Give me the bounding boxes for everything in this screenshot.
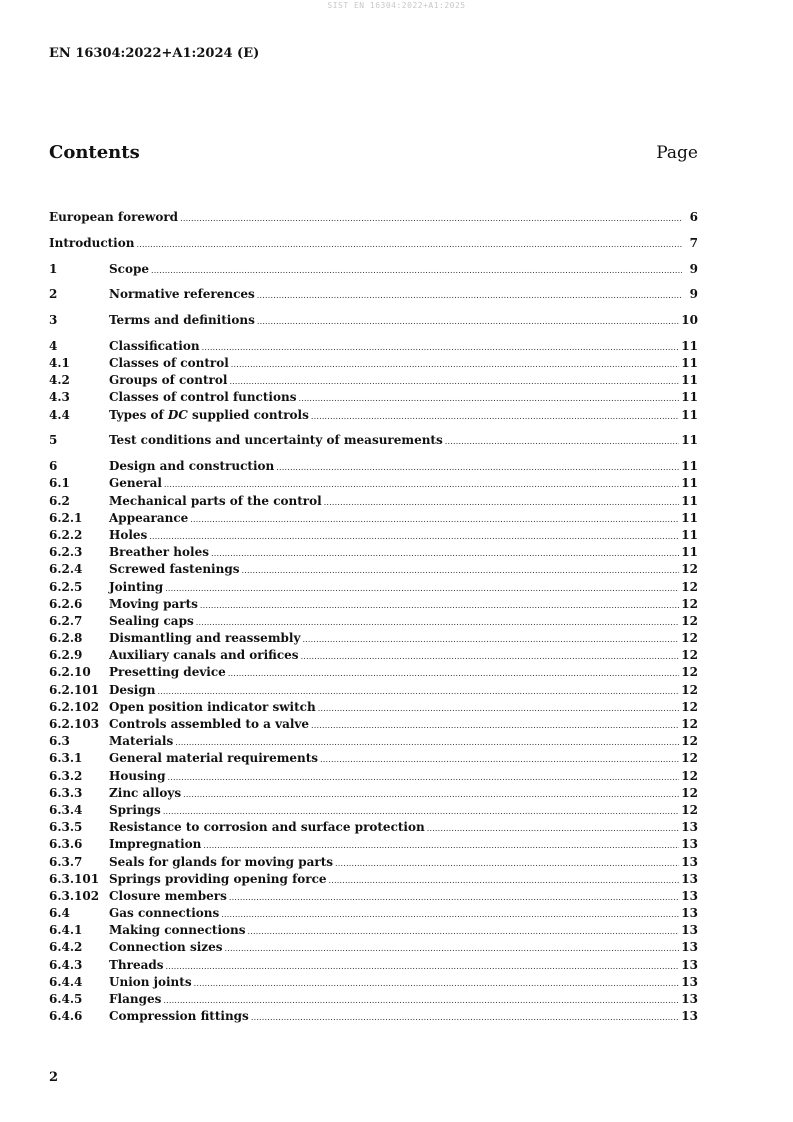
toc-entry-title: General material requirements — [109, 751, 319, 766]
toc-entry[interactable] — [49, 355, 698, 372]
toc-entry-page: 13 — [681, 992, 698, 1007]
toc-entry-number: 1 — [49, 261, 58, 276]
toc-entry[interactable] — [49, 458, 698, 475]
toc-entry-title: Design — [109, 682, 156, 697]
toc-entry-page: 13 — [681, 820, 698, 835]
toc-entry[interactable] — [49, 785, 698, 802]
toc-dot-leader — [324, 494, 680, 511]
toc-entry-number: 6.3.2 — [49, 768, 83, 783]
toc-entry-number: 6.3.4 — [49, 802, 83, 817]
toc-dot-leader — [329, 872, 680, 889]
toc-entry-page: 11 — [681, 545, 698, 560]
toc-entry-title-emphasis: DC — [167, 407, 188, 422]
toc-entry-number: 6.3.5 — [49, 820, 83, 835]
toc-entry-title — [109, 407, 309, 424]
toc-entry-title: European foreword — [49, 210, 179, 224]
toc-entry-number: 6.4.2 — [49, 940, 83, 955]
toc-dot-leader — [427, 820, 680, 837]
toc-entry-title: Sealing caps — [109, 613, 194, 628]
toc-entry[interactable] — [49, 510, 698, 527]
toc-dot-leader — [168, 769, 680, 786]
toc-dot-leader — [163, 803, 679, 820]
toc-entry-number: 3 — [49, 313, 58, 328]
toc-dot-leader — [248, 923, 680, 940]
toc-entry-page: 13 — [681, 906, 698, 921]
toc-entry-page: 12 — [681, 699, 698, 714]
toc-entry[interactable] — [49, 733, 698, 750]
toc-dot-leader — [202, 339, 680, 356]
toc-dot-leader — [229, 889, 679, 906]
toc-entry-title: General — [109, 476, 162, 491]
toc-entry-number: 6.4.4 — [49, 974, 83, 989]
toc-entry[interactable] — [49, 389, 698, 406]
toc-dot-leader — [251, 1009, 679, 1026]
toc-entry-title: Classes of control — [109, 356, 229, 371]
toc-entry-page: 13 — [681, 837, 698, 852]
toc-dot-leader — [276, 459, 679, 476]
page-number: 2 — [49, 1070, 59, 1085]
toc-dot-leader — [136, 236, 682, 253]
toc-entry-number: 6.2.103 — [49, 717, 100, 732]
toc-entry[interactable] — [49, 407, 698, 424]
toc-entry-title: Materials — [109, 734, 174, 749]
toc-entry-page: 12 — [681, 802, 698, 817]
toc-entry-number: 6.3.3 — [49, 785, 83, 800]
toc-entry-title: Auxiliary canals and orifices — [109, 648, 299, 663]
toc-entry-page: 13 — [681, 923, 698, 938]
toc-entry[interactable] — [49, 819, 698, 836]
toc-entry-title: Design and construction — [109, 459, 275, 474]
toc-entry-title: Normative references — [109, 287, 255, 302]
toc-entry-page: 11 — [681, 407, 698, 422]
toc-entry-page: 12 — [681, 596, 698, 611]
toc-dot-leader — [302, 631, 679, 648]
toc-dot-leader — [221, 906, 679, 923]
toc-entry[interactable] — [49, 630, 698, 647]
toc-entry-page: 12 — [681, 734, 698, 749]
toc-entry-title: Classes of control functions — [109, 390, 297, 405]
toc-entry-number: 6.2 — [49, 493, 70, 508]
toc-entry-title: Closure members — [109, 888, 227, 903]
toc-dot-leader — [183, 786, 679, 803]
toc-entry-number: 6.4.1 — [49, 923, 83, 938]
toc-entry[interactable] — [49, 527, 698, 544]
toc-dot-leader — [311, 717, 679, 734]
toc-entry-number: 6.2.2 — [49, 527, 83, 542]
toc-entry-page: 9 — [689, 287, 698, 302]
toc-entry[interactable] — [49, 854, 698, 871]
toc-entry[interactable] — [49, 699, 698, 716]
toc-entry-title: Breather holes — [109, 545, 209, 560]
toc-entry-title: Springs providing opening force — [109, 871, 327, 886]
toc-entry[interactable] — [49, 579, 698, 596]
toc-dot-leader — [257, 313, 679, 330]
toc-entry-title: Scope — [109, 261, 150, 276]
toc-entry-title: Groups of control — [109, 373, 228, 388]
toc-entry[interactable] — [49, 802, 698, 819]
toc-entry-number: 6.3 — [49, 734, 70, 749]
toc-entry[interactable] — [49, 1008, 698, 1025]
toc-entry-page: 13 — [681, 871, 698, 886]
toc-entry-page: 12 — [681, 717, 698, 732]
toc-entry[interactable] — [49, 493, 698, 510]
toc-entry-title: Seals for glands for moving parts — [109, 854, 333, 869]
toc-entry[interactable] — [49, 974, 698, 991]
toc-entry-title: Threads — [109, 957, 164, 972]
toc-entry[interactable] — [49, 261, 698, 278]
toc-entry[interactable] — [49, 544, 698, 561]
toc-entry[interactable] — [49, 888, 698, 905]
toc-entry[interactable] — [49, 871, 698, 888]
toc-entry-number: 4.2 — [49, 373, 70, 388]
toc-entry-number: 6.2.101 — [49, 682, 100, 697]
toc-entry-title: Flanges — [109, 992, 162, 1007]
contents-title: Contents — [49, 142, 140, 163]
toc-dot-leader — [203, 837, 679, 854]
toc-entry[interactable] — [49, 432, 698, 449]
toc-entry-title: Terms and definitions — [109, 313, 255, 328]
toc-entry-title: Housing — [109, 768, 166, 783]
toc-entry[interactable] — [49, 664, 698, 681]
toc-dot-leader — [335, 855, 679, 872]
toc-entry-page: 12 — [681, 785, 698, 800]
toc-entry-title: Controls assembled to a valve — [109, 717, 310, 732]
toc-entry-title-part: Types of — [109, 407, 168, 422]
toc-entry-page: 12 — [681, 562, 698, 577]
toc-entry-number: 4 — [49, 338, 58, 353]
toc-entry[interactable] — [49, 939, 698, 956]
toc-entry-number: 6.4.3 — [49, 957, 83, 972]
toc-entry-page: 13 — [681, 974, 698, 989]
toc-entry-page: 12 — [681, 768, 698, 783]
toc-entry[interactable] — [49, 991, 698, 1008]
toc-dot-leader — [194, 975, 680, 992]
toc-dot-leader — [211, 545, 679, 562]
toc-entry-page: 12 — [681, 579, 698, 594]
toc-entry-page: 11 — [681, 373, 698, 388]
toc-entry-number: 6.2.4 — [49, 562, 83, 577]
toc-entry[interactable] — [49, 312, 698, 329]
toc-dot-leader — [242, 562, 680, 579]
watermark: SIST EN 16304:2022+A1:2025 — [327, 1, 466, 10]
toc-entry-page: 13 — [681, 957, 698, 972]
toc-entry-title: Appearance — [109, 510, 189, 525]
toc-dot-leader — [151, 262, 682, 279]
toc-entry-title: Classification — [109, 338, 200, 353]
toc-dot-leader — [200, 597, 679, 614]
toc-entry-page: 12 — [681, 631, 698, 646]
toc-entry-title: Jointing — [109, 579, 164, 594]
toc-entry-number: 6.2.6 — [49, 596, 83, 611]
toc-entry[interactable] — [49, 209, 698, 226]
toc-entry-title: Connection sizes — [109, 940, 223, 955]
toc-dot-leader — [224, 940, 679, 957]
toc-entry-title: Union joints — [109, 974, 192, 989]
toc-entry-number: 6.2.8 — [49, 631, 83, 646]
toc-entry[interactable] — [49, 372, 698, 389]
toc-entry-page: 11 — [681, 390, 698, 405]
toc-entry[interactable] — [49, 286, 698, 303]
toc-entry-page: 12 — [681, 613, 698, 628]
toc-entry-number: 5 — [49, 433, 58, 448]
toc-entry-number: 6.3.101 — [49, 871, 100, 886]
toc-entry-title: Compression fittings — [109, 1009, 249, 1024]
toc-entry-page: 12 — [681, 665, 698, 680]
toc-entry-page: 12 — [681, 751, 698, 766]
toc-entry-number: 6.4 — [49, 906, 70, 921]
toc-entry-title: Resistance to corrosion and surface protection — [109, 820, 425, 835]
toc-entry-title: Test conditions and uncertainty of measurements — [109, 433, 443, 448]
toc-entry-title: Impregnation — [109, 837, 202, 852]
toc-dot-leader — [175, 734, 679, 751]
toc-entry-number: 6 — [49, 459, 58, 474]
toc-entry[interactable] — [49, 750, 698, 767]
toc-entry-number: 4.1 — [49, 356, 70, 371]
toc-entry[interactable] — [49, 596, 698, 613]
toc-dot-leader — [257, 287, 682, 304]
toc-entry-title: Mechanical parts of the control — [109, 493, 322, 508]
toc-entry-number: 6.3.1 — [49, 751, 83, 766]
toc-entry[interactable] — [49, 647, 698, 664]
toc-entry-title: Zinc alloys — [109, 785, 182, 800]
toc-entry-number: 6.1 — [49, 476, 70, 491]
toc-entry-page: 13 — [681, 854, 698, 869]
toc-entry-title: Gas connections — [109, 906, 220, 921]
toc-entry-title: Presetting device — [109, 665, 226, 680]
toc-entry-page: 9 — [689, 261, 698, 276]
toc-dot-leader — [445, 433, 680, 450]
toc-entry-page: 10 — [681, 313, 698, 328]
toc-entry[interactable] — [49, 957, 698, 974]
toc-dot-leader — [311, 408, 679, 425]
toc-entry[interactable] — [49, 905, 698, 922]
page-column-heading: Page — [656, 143, 698, 163]
toc-dot-leader — [157, 683, 679, 700]
toc-entry-number: 6.2.3 — [49, 545, 83, 560]
toc-entry-page: 7 — [689, 235, 698, 250]
toc-dot-leader — [166, 958, 680, 975]
toc-entry-page: 6 — [689, 210, 698, 224]
toc-entry-page: 13 — [681, 1009, 698, 1024]
toc-entry-number: 6.3.102 — [49, 888, 100, 903]
toc-entry-title-part: supplied controls — [187, 407, 309, 422]
toc-dot-leader — [165, 580, 679, 597]
toc-dot-leader — [196, 614, 680, 631]
toc-entry-number: 6.4.5 — [49, 992, 83, 1007]
toc-entry-number: 4.3 — [49, 390, 70, 405]
toc-dot-leader — [229, 373, 679, 390]
toc-entry[interactable] — [49, 836, 698, 853]
toc-entry-number: 6.4.6 — [49, 1009, 83, 1024]
toc-entry-page: 11 — [681, 493, 698, 508]
toc-entry-title: Screwed fastenings — [109, 562, 240, 577]
toc-entry-page: 13 — [681, 940, 698, 955]
toc-entry-page: 11 — [681, 476, 698, 491]
toc-entry-number: 6.2.9 — [49, 648, 83, 663]
toc-dot-leader — [318, 700, 680, 717]
toc-entry-page: 11 — [681, 527, 698, 542]
toc-entry-page: 12 — [681, 648, 698, 663]
toc-entry-title: Springs — [109, 802, 161, 817]
toc-dot-leader — [164, 476, 679, 493]
toc-entry-title: Dismantling and reassembly — [109, 631, 301, 646]
toc-dot-leader — [180, 210, 682, 227]
toc-entry-number: 6.2.102 — [49, 699, 100, 714]
toc-entry-number: 6.2.7 — [49, 613, 83, 628]
toc-entry-title: Making connections — [109, 923, 246, 938]
toc-entry[interactable] — [49, 475, 698, 492]
toc-entry-title: Moving parts — [109, 596, 198, 611]
toc-entry-page: 13 — [681, 888, 698, 903]
toc-entry-page: 11 — [681, 433, 698, 448]
toc-entry-number: 6.2.1 — [49, 510, 83, 525]
toc-dot-leader — [231, 356, 680, 373]
toc-dot-leader — [228, 665, 679, 682]
toc-entry[interactable] — [49, 235, 698, 252]
toc-dot-leader — [149, 528, 679, 545]
toc-entry-number: 4.4 — [49, 407, 70, 422]
toc-entry-page: 11 — [681, 510, 698, 525]
toc-entry[interactable] — [49, 768, 698, 785]
toc-entry[interactable] — [49, 716, 698, 733]
toc-entry-number: 6.3.6 — [49, 837, 83, 852]
toc-dot-leader — [163, 992, 679, 1009]
toc-entry-page: 11 — [681, 356, 698, 371]
toc-entry[interactable] — [49, 561, 698, 578]
toc-entry[interactable] — [49, 682, 698, 699]
toc-entry-title: Holes — [109, 527, 148, 542]
toc-entry-page: 11 — [681, 459, 698, 474]
toc-entry-number: 6.2.5 — [49, 579, 83, 594]
table-of-contents — [49, 209, 698, 1025]
toc-entry-page: 11 — [681, 338, 698, 353]
toc-entry-page: 12 — [681, 682, 698, 697]
toc-entry-title: Introduction — [49, 235, 135, 250]
toc-entry[interactable] — [49, 613, 698, 630]
toc-dot-leader — [301, 648, 680, 665]
toc-entry-title: Open position indicator switch — [109, 699, 316, 714]
toc-dot-leader — [190, 511, 679, 528]
toc-entry[interactable] — [49, 338, 698, 355]
toc-entry[interactable] — [49, 922, 698, 939]
toc-entry-number: 6.3.7 — [49, 854, 83, 869]
document-identifier: EN 16304:2022+A1:2024 (E) — [49, 46, 260, 61]
toc-dot-leader — [298, 390, 679, 407]
toc-entry-number: 2 — [49, 287, 58, 302]
toc-dot-leader — [320, 751, 679, 768]
toc-entry-number: 6.2.10 — [49, 665, 91, 680]
